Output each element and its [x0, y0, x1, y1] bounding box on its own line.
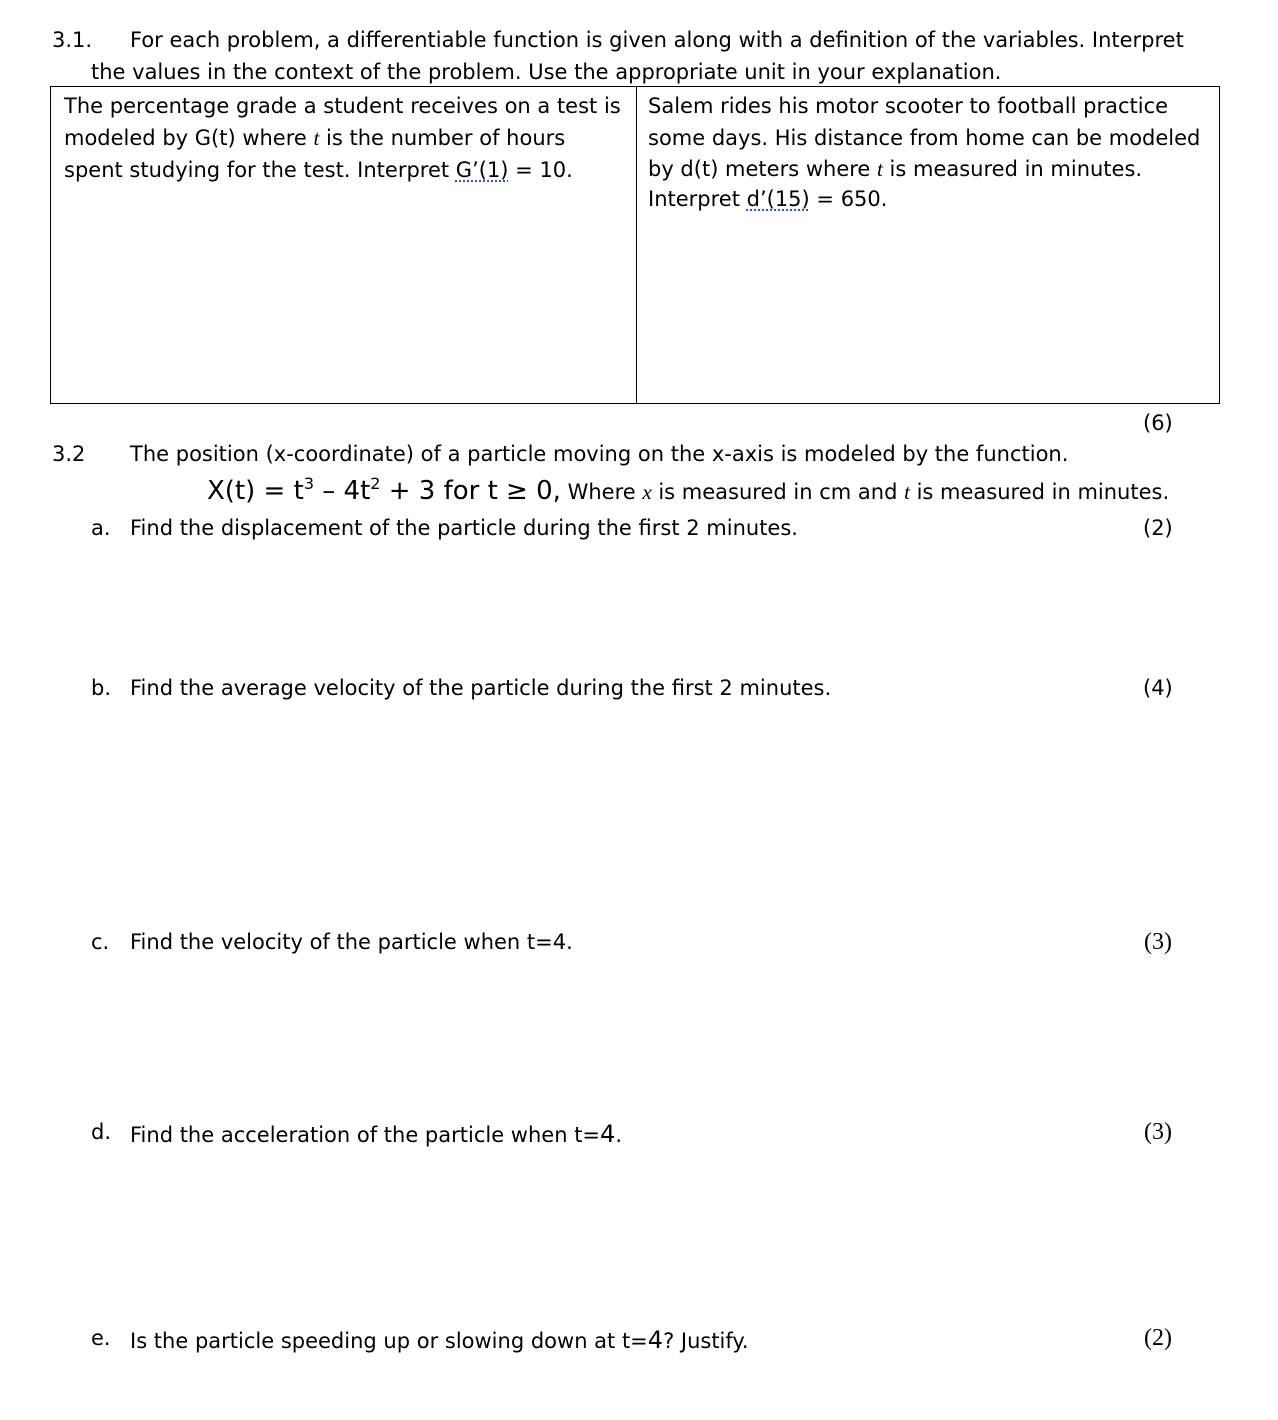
right-var-t: t: [877, 157, 883, 181]
part-d-points: (3): [1144, 1119, 1172, 1145]
question-number-3-2: 3.2: [52, 442, 86, 466]
formula-var-x: x: [642, 480, 652, 504]
right-line4-pre: Interpret: [648, 187, 747, 211]
part-e-text-post: ? Justify.: [663, 1329, 749, 1353]
formula-part1: X(t) = t: [207, 476, 304, 506]
part-e-label: e.: [91, 1326, 111, 1350]
part-d-text-num: 4: [600, 1120, 616, 1148]
part-d-text-post: .: [615, 1123, 622, 1147]
formula-var-t: t: [904, 480, 910, 504]
left-line3-post: = 10.: [508, 158, 573, 182]
left-line3-pre: spent studying for the test. Interpret: [64, 158, 456, 182]
table-divider: [636, 86, 637, 404]
part-a-points: (2): [1143, 516, 1173, 540]
right-cell-text: [648, 90, 1200, 214]
question-number-3-1: 3.1.: [52, 28, 93, 52]
left-cell-text: [64, 90, 621, 186]
right-cell-line4: [648, 184, 1200, 214]
part-b-label: b.: [91, 676, 112, 700]
part-c-points: (3): [1144, 929, 1172, 955]
left-cell-line2: [64, 122, 621, 154]
formula-tail-post: is measured in minutes.: [909, 480, 1170, 504]
right-expr: d’(15): [746, 187, 810, 211]
points-3-1: (6): [1143, 411, 1173, 435]
left-line2-pre: modeled by G(t) where: [64, 126, 314, 150]
part-c-label: c.: [91, 930, 110, 954]
part-d-label: d.: [91, 1120, 112, 1144]
left-var-t: t: [313, 126, 320, 150]
part-e-text-num: 4: [647, 1326, 664, 1354]
question-3-1-instruction-line2: the values in the context of the problem. Use the appropriate unit in your explanation.: [91, 60, 1002, 84]
part-b-points: (4): [1143, 676, 1173, 700]
formula-tail-mid: is measured in cm and: [651, 480, 905, 504]
right-line4-post: = 650.: [809, 187, 888, 211]
part-e-text: [130, 1328, 749, 1352]
right-cell-line2: some days. His distance from home can be modeled: [648, 126, 1201, 150]
formula-part2: – 4t: [314, 476, 371, 506]
left-expr: G’(1): [455, 158, 509, 182]
part-e-points: (2): [1144, 1325, 1172, 1351]
part-a-text: Find the displacement of the particle during the first 2 minutes.: [130, 516, 798, 540]
part-a-label: a.: [91, 516, 111, 540]
right-line3-pre: by d(t) meters where: [648, 157, 878, 181]
part-d-text-pre: Find the acceleration of the particle when t=: [130, 1123, 601, 1147]
formula-exp2: 2: [370, 474, 381, 493]
formula-part3: + 3 for t ≥ 0,: [380, 476, 561, 506]
right-cell-line3: [648, 154, 1200, 184]
formula-exp1: 3: [303, 474, 314, 493]
left-cell-line3: [64, 154, 621, 186]
question-3-1-instruction-line1: For each problem, a differentiable function is given along with a definition of the variables. Interpret: [130, 28, 1184, 52]
part-d-text: [130, 1122, 622, 1146]
left-cell-line1: The percentage grade a student receives on a test is: [64, 94, 621, 118]
question-3-2-intro: The position (x-coordinate) of a particle moving on the x-axis is modeled by the function.: [130, 442, 1069, 466]
position-formula: [207, 474, 1170, 506]
part-b-text: Find the average velocity of the particle during the first 2 minutes.: [130, 676, 832, 700]
part-c-text: Find the velocity of the particle when t=4.: [130, 930, 573, 954]
left-line2-post: is the number of hours: [319, 126, 566, 150]
right-line3-post: is measured in minutes.: [882, 157, 1143, 181]
part-e-text-pre: Is the particle speeding up or slowing down at t=: [130, 1329, 648, 1353]
right-cell-line1: Salem rides his motor scooter to football practice: [648, 94, 1169, 118]
formula-tail-pre: Where: [560, 480, 643, 504]
